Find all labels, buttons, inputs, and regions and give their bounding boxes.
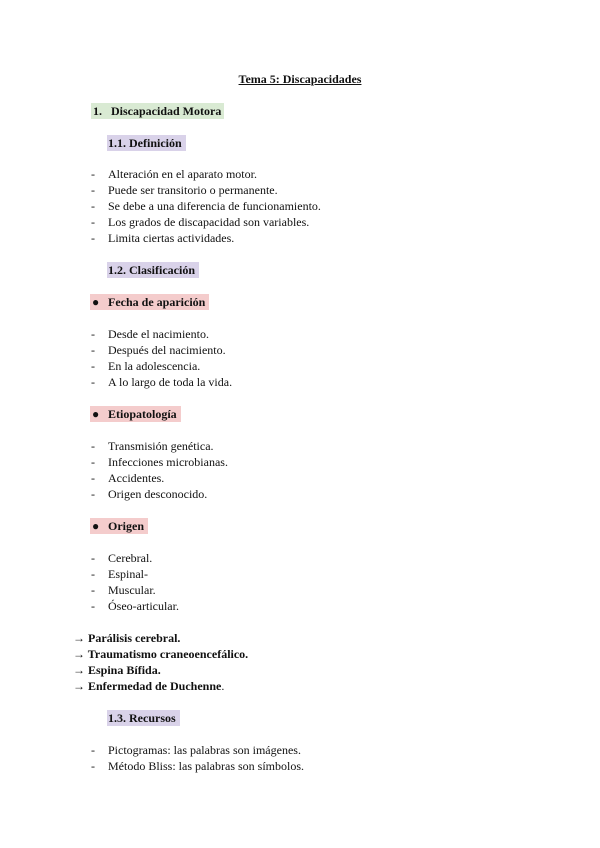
subsection-heading-recursos: 1.3. Recursos: [107, 711, 180, 725]
dash-marker: -: [91, 343, 95, 357]
dash-marker: -: [91, 743, 95, 757]
dash-marker: -: [91, 167, 95, 181]
dash-marker: -: [91, 551, 95, 565]
bullet-icon: ●: [92, 295, 100, 309]
section-number: 1.: [93, 104, 102, 118]
section-title: Discapacidad Motora: [111, 104, 222, 118]
arrow-item: → Parálisis cerebral.: [73, 631, 181, 645]
dash-marker: -: [91, 199, 95, 213]
document-page: Tema 5: Discapacidades 1. Discapacidad Motora 1.1. Definición - Alteración en el aparato motor. - Puede ser transitorio o permanente. - Se debe a una diferencia de funcionamiento. - Los grados de discapacidad son variables. - Limita ciertas actividades. 1.2. Clasificación ● Fecha de aparición - Desde el nacimiento. - Después del nacimiento. - En la adolescencia. - A lo largo de toda la vida. ● Etiopatología - Transmisión genética. - Infecciones microbianas. - Accidentes. - Origen desconocido. ● Origen - Cerebral. - Espinal- - Muscular. - Óseo-articular. → Parálisis cerebral. → Traumatismo craneoencefálico. → Espina Bífida. → Enfermedad de Duchenne. 1.3. Recursos - Pictogramas: las palabras son imágenes. - Método Bliss: las palabras son símbolos.: [0, 0, 600, 848]
bullet-icon: ●: [92, 407, 100, 421]
dash-marker: -: [91, 471, 95, 485]
dash-marker: -: [91, 455, 95, 469]
arrow-item: → Traumatismo craneoencefálico.: [73, 647, 249, 661]
group-heading-fecha: ● Fecha de aparición: [90, 295, 209, 309]
bullet-icon: ●: [92, 519, 100, 533]
group-heading-etiopatologia: ● Etiopatología: [90, 407, 181, 421]
dash-marker: -: [91, 183, 95, 197]
arrow-item: → Espina Bífida.: [73, 663, 161, 677]
dash-marker: -: [91, 359, 95, 373]
dash-marker: -: [91, 215, 95, 229]
dash-marker: -: [91, 375, 95, 389]
subsection-heading-definicion: 1.1. Definición: [107, 136, 186, 150]
group-heading-origen: ● Origen: [90, 519, 148, 533]
dash-marker: -: [91, 759, 95, 773]
dash-marker: -: [91, 583, 95, 597]
document-title: Tema 5: Discapacidades: [238, 72, 362, 86]
subsection-heading-clasificacion: 1.2. Clasificación: [107, 263, 199, 277]
arrow-item: → Enfermedad de Duchenne.: [73, 679, 225, 693]
section-heading: [91, 104, 224, 118]
dash-marker: -: [91, 567, 95, 581]
dash-marker: -: [91, 327, 95, 341]
dash-marker: -: [91, 439, 95, 453]
dash-marker: -: [91, 599, 95, 613]
dash-marker: -: [91, 487, 95, 501]
dash-marker: -: [91, 231, 95, 245]
